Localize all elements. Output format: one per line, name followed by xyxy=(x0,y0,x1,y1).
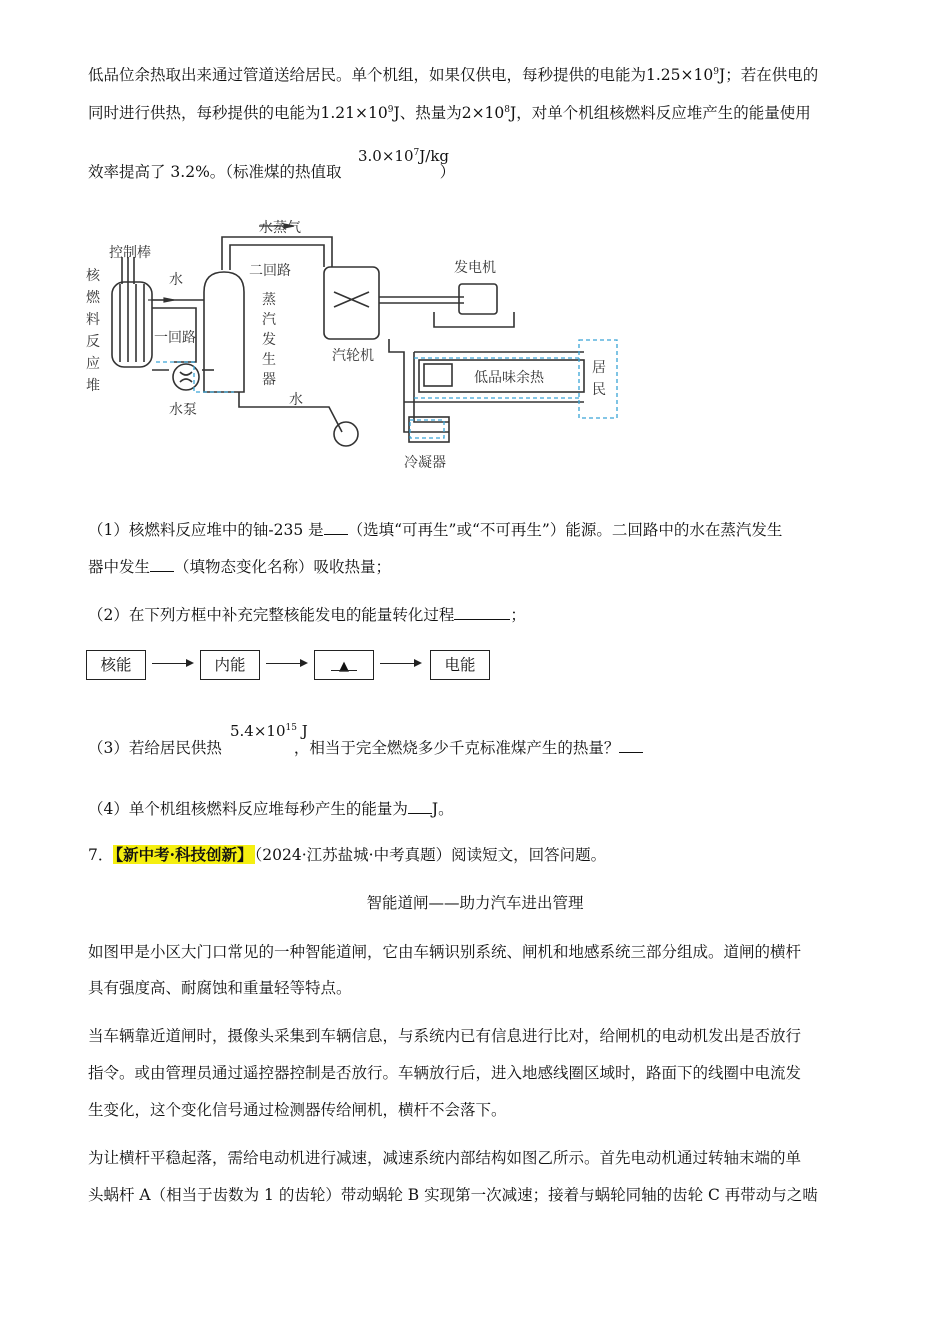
nuclear-plant-diagram xyxy=(84,212,624,474)
article-p3-line-1: 为让横杆平稳起落，需给电动机进行减速，减速系统内部结构如图乙所示。首先电动机通过转轴末端的单 xyxy=(88,1149,802,1167)
turbine xyxy=(324,267,379,339)
generator xyxy=(459,284,497,314)
answer-blank-1[interactable] xyxy=(324,520,348,535)
residents-char-1: 居 xyxy=(592,360,606,376)
loop2-label: 二回路 xyxy=(249,263,291,279)
water-label-1: 水 xyxy=(169,272,183,288)
steam-gen-char-1: 蒸 xyxy=(262,292,276,308)
para-top-line-1: 低品位余热取出来通过管道送给居民。单个机组，如果仅供电，每秒提供的电能为$1.25\times 10^9J$；若在供电的 xyxy=(88,66,819,85)
reactor-vessel xyxy=(112,282,152,367)
question-4: （4）单个机组核燃料反应堆每秒产生的能量为 J。 xyxy=(88,800,454,818)
para-top-line-3: 效率提高了 3.2%。（标准煤的热值取 ） xyxy=(88,163,456,181)
reactor-char-6: 堆 xyxy=(86,378,100,394)
pump xyxy=(173,364,199,390)
article-p2-line-1: 当车辆靠近道闸时，摄像头采集到车辆信息，与系统内已有信息进行比对，给闸机的电动机发出是否放行 xyxy=(88,1027,802,1045)
loop1-label: 一回路 xyxy=(154,330,196,346)
residents-char-2: 民 xyxy=(592,382,606,398)
steam-gen-char-4: 生 xyxy=(262,352,276,368)
article-p1-line-1: 如图甲是小区大门口常见的一种智能道闸，它由车辆识别系统、闸机和地感系统三部分组成。道闸的横杆 xyxy=(88,943,802,961)
flow-arrow-2 xyxy=(266,663,306,664)
reactor-char-5: 应 xyxy=(86,356,100,372)
flow-box-nuclear: 核能 xyxy=(86,650,146,680)
turbine-label: 汽轮机 xyxy=(332,348,374,364)
flow-arrow-3 xyxy=(380,663,420,664)
reactor-char-4: 反 xyxy=(86,334,100,350)
steam-gen-char-2: 汽 xyxy=(262,312,276,328)
condenser-label: 冷凝器 xyxy=(404,455,446,471)
question-2: （2）在下列方框中补充完整核能发电的能量转化过程 ； xyxy=(88,606,526,624)
question-1-line-2: 器中发生 （填物态变化名称）吸收热量； xyxy=(88,558,392,576)
heat-value-formula: $3.0\times 10^7J/kg$ xyxy=(358,147,450,165)
article-p1-line-2: 具有强度高、耐腐蚀和重量轻等特点。 xyxy=(88,979,352,997)
generator-label: 发电机 xyxy=(454,260,496,276)
flow-box-internal: 内能 xyxy=(200,650,260,680)
control-rod-label: 控制棒 xyxy=(109,245,151,261)
question-7-header: 7． 【新中考·科技创新】 （2024·江苏盐城·中考真题）阅读短文，回答问题。 xyxy=(88,845,607,864)
answer-blank-2[interactable] xyxy=(150,557,174,572)
water-label-2: 水 xyxy=(289,392,303,408)
reactor-char-2: 燃 xyxy=(86,290,100,306)
answer-blank-4[interactable] xyxy=(619,738,643,753)
question-3: （3）若给居民供热 ，相当于完全燃烧多少千克标准煤产生的热量？ xyxy=(88,736,643,760)
flow-arrow-1 xyxy=(152,663,192,664)
steam-generator xyxy=(204,272,244,392)
steam-gen-char-3: 发 xyxy=(262,332,276,348)
reactor-char-3: 料 xyxy=(86,312,100,328)
heating-formula: $5.4\times 10^{15}$ J xyxy=(230,722,308,740)
reactor-char-1: 核 xyxy=(86,268,100,284)
question-1-line-1: （1）核燃料反应堆中的铀-235 是 （选填“可再生”或“不可再生”）能源。二回路中的水在蒸汽发生 xyxy=(88,521,783,539)
answer-blank-5[interactable] xyxy=(408,799,432,814)
low-heat-label: 低品味余热 xyxy=(474,370,544,386)
flow-box-electric: 电能 xyxy=(430,650,490,680)
article-p2-line-3: 生变化，这个变化信号通过检测器传给闸机，横杆不会落下。 xyxy=(88,1101,507,1119)
steam-gen-char-5: 器 xyxy=(262,372,276,388)
question-7-tag: 【新中考·科技创新】 xyxy=(115,845,253,864)
steam-label: 水蒸气 xyxy=(259,220,301,236)
para-top-line-2: 同时进行供热，每秒提供的电能为$1.21\times 10^9J$、热量为$2\times 10^8J$，对单个机组核燃料反应堆产生的能量使用 xyxy=(88,104,811,123)
article-p2-line-2: 指令。或由管理员通过遥控器控制是否放行。车辆放行后，进入地感线圈区域时，路面下的线圈中电流发 xyxy=(88,1064,802,1082)
answer-blank-3[interactable] xyxy=(454,605,510,620)
condenser-pump xyxy=(334,422,358,446)
pump-label: 水泵 xyxy=(169,402,197,418)
flow-box-blank[interactable]: ▲ xyxy=(314,650,374,680)
article-p3-line-2: 头蜗杆 A（相当于齿数为 1 的齿轮）带动蜗轮 B 实现第一次减速；接着与蜗轮同轴的齿轮 C 再带动与之啮 xyxy=(88,1186,818,1204)
article-title: 智能道闸——助力汽车进出管理 xyxy=(366,894,584,912)
